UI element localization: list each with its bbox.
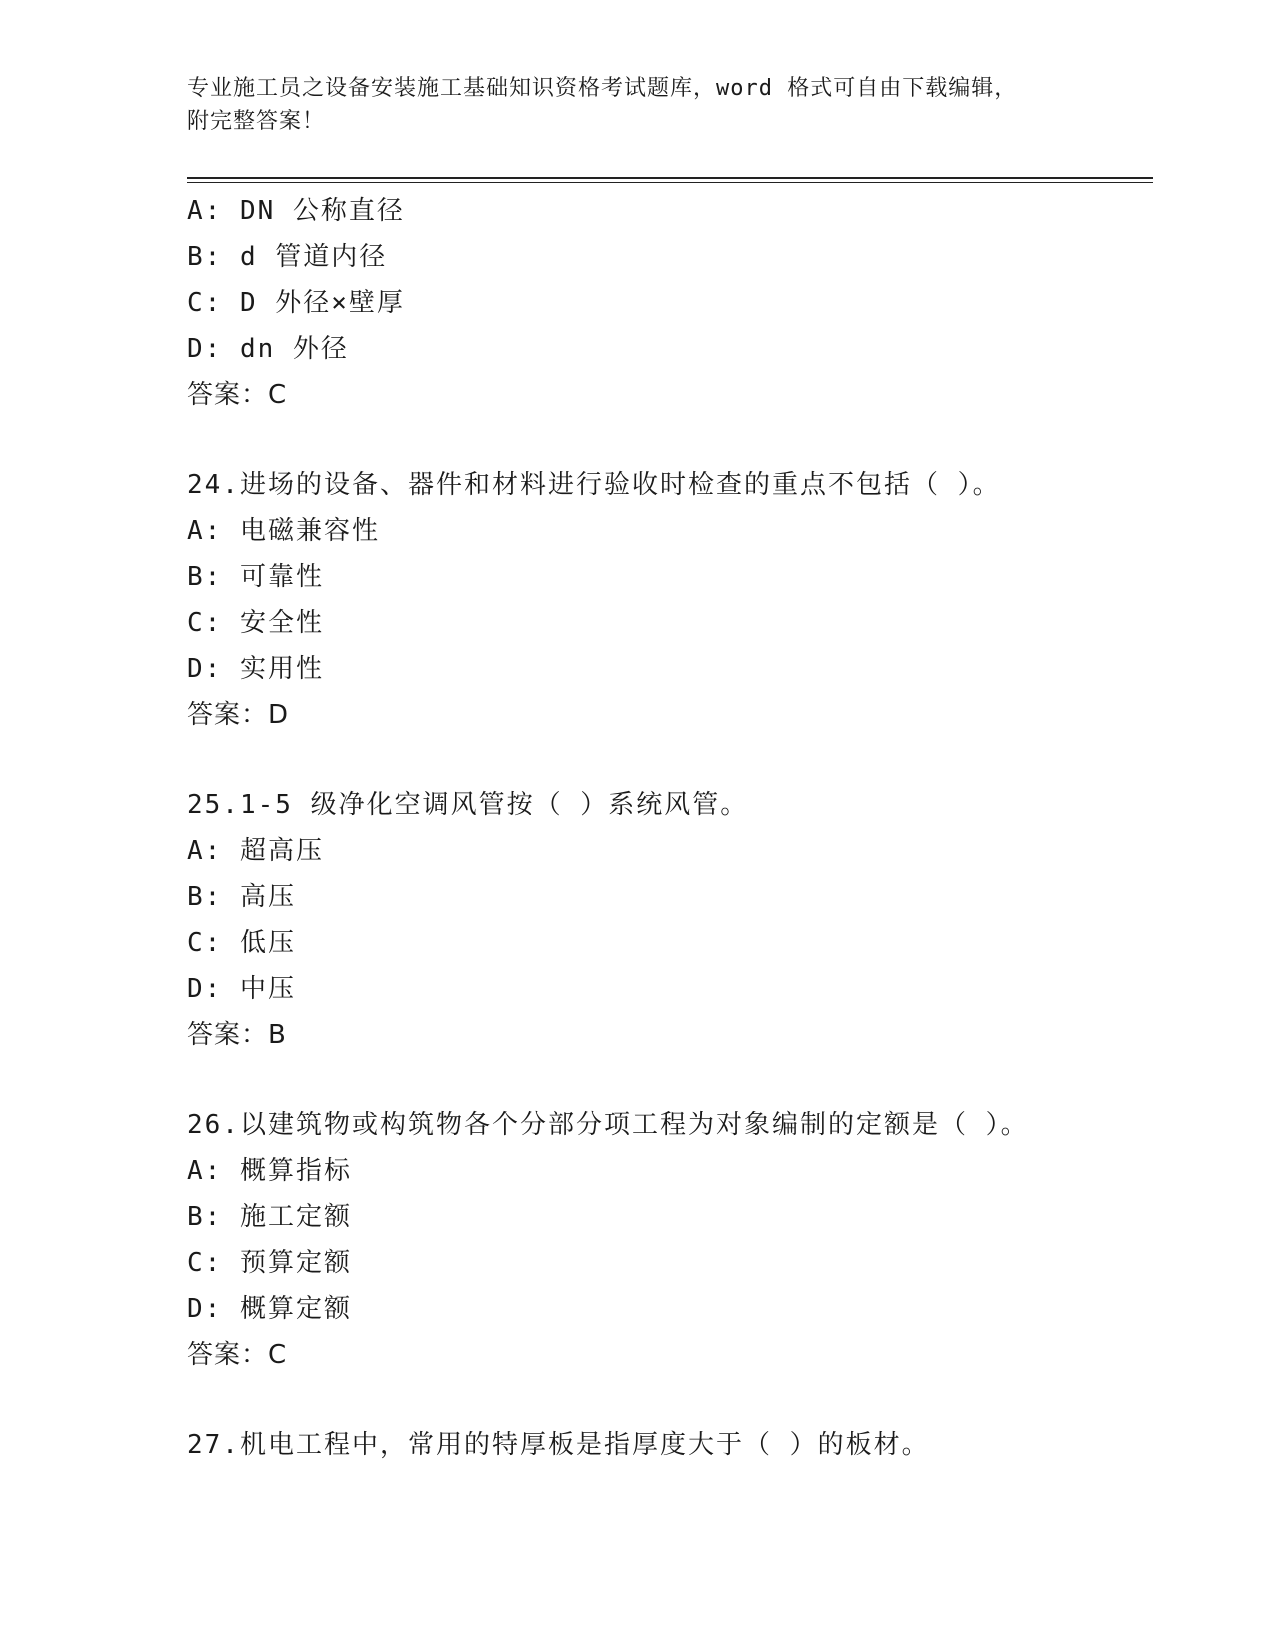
answer-line: 答案：B (187, 1020, 287, 1050)
option-c: C: 低压 (187, 928, 296, 958)
header-line-2: 附完整答案！ (187, 109, 326, 134)
option-a: A: 电磁兼容性 (187, 516, 380, 546)
option-b: B: 施工定额 (187, 1202, 352, 1232)
question-spacer (187, 1378, 1153, 1422)
option-c: C: 预算定额 (187, 1248, 352, 1278)
answer-line: 答案：C (187, 380, 288, 410)
question-spacer (187, 418, 1153, 462)
option-b: B: d 管道内径 (187, 242, 388, 272)
option-d: D: 概算定额 (187, 1294, 352, 1324)
document-header (187, 72, 1087, 138)
question-text: 26.以建筑物或构筑物各个分部分项工程为对象编制的定额是（ ）。 (187, 1110, 1029, 1140)
question-block-23 (187, 188, 1153, 418)
question-text: 25.1-5 级净化空调风管按（ ）系统风管。 (187, 790, 749, 820)
option-d: D: 实用性 (187, 654, 324, 684)
question-list (187, 188, 1153, 1468)
question-spacer (187, 1058, 1153, 1102)
option-a: A: 超高压 (187, 836, 324, 866)
header-divider-thick (187, 177, 1153, 179)
option-c: C: D 外径×壁厚 (187, 288, 405, 318)
answer-line: 答案：C (187, 1340, 288, 1370)
option-b: B: 高压 (187, 882, 296, 912)
question-block-26 (187, 1102, 1153, 1378)
question-text: 27.机电工程中，常用的特厚板是指厚度大于（ ）的板材。 (187, 1430, 930, 1460)
option-b: B: 可靠性 (187, 562, 324, 592)
option-a: A: 概算指标 (187, 1156, 352, 1186)
question-spacer (187, 738, 1153, 782)
question-block-27 (187, 1422, 1153, 1468)
option-c: C: 安全性 (187, 608, 324, 638)
answer-line: 答案：D (187, 700, 290, 730)
option-d: D: dn 外径 (187, 334, 349, 364)
question-block-25 (187, 782, 1153, 1058)
question-block-24 (187, 462, 1153, 738)
header-divider-thin (187, 182, 1153, 183)
option-d: D: 中压 (187, 974, 296, 1004)
header-line-1: 专业施工员之设备安装施工基础知识资格考试题库，word 格式可自由下载编辑， (187, 76, 1018, 101)
question-text: 24.进场的设备、器件和材料进行验收时检查的重点不包括（ ）。 (187, 470, 1001, 500)
option-a: A: DN 公称直径 (187, 196, 405, 226)
